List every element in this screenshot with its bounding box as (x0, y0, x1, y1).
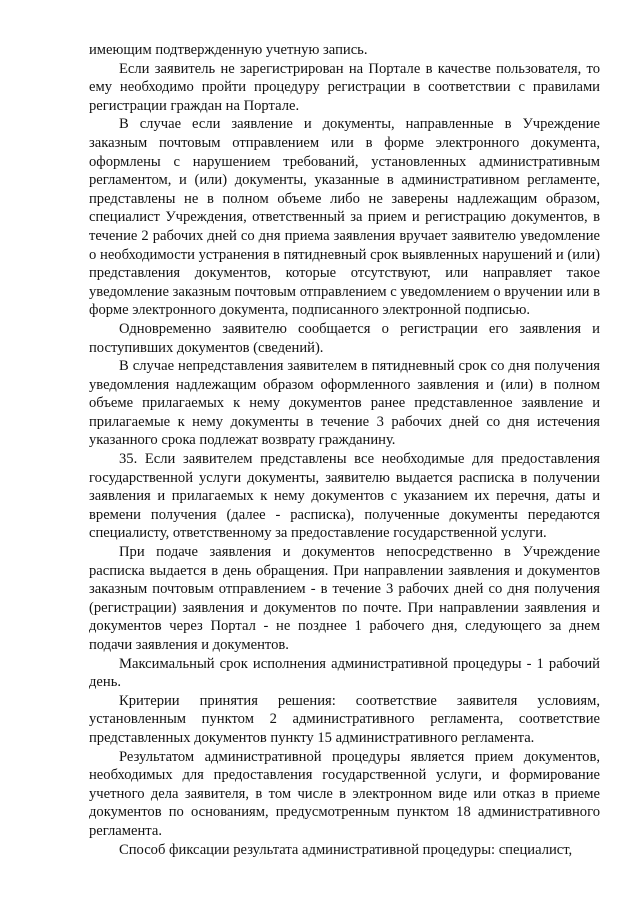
paragraph-return: В случае непредставления заявителем в пятидневный срок со дня получения уведомления надлежащим образом оформленного заявления и (или) в полном объеме прилагаемых к нему документов ранее представленное заявление и прилагаемые к нему документы в течение 3 рабочих дней со дня истечения указанного срока подлежат возврату гражданину. (89, 358, 600, 449)
paragraph-receipt-terms: При подаче заявления и документов непосредственно в Учреждение расписка выдается в день обращения. При направлении заявления и документов заказным почтовым отправлением - в течение 3 рабочих дней со дня получения (регистрации) заявления и документов по почте. При направлении заявления и документов через Портал - не позднее 1 рабочего дня, следующего за днем подачи заявления и документов. (89, 544, 600, 653)
document-body (89, 41, 600, 859)
paragraph-fixation: Способ фиксации результата административной процедуры: специалист, (119, 841, 573, 858)
paragraph-violations: В случае если заявление и документы, направленные в Учреждение заказным почтовым отправлением или в форме электронного документа, оформлены с нарушением требований, установленных административным регламентом, и (или) документы, указанные в административном регламенте, представлены не в полном объеме либо не заверены надлежащим образом, специалист Учреждения, ответственный за прием и регистрацию документов, в течение 2 рабочих дней со дня приема заявления вручает заявителю уведомление о необходимости устранения в пятидневный срок выявленных нарушений и (или) представления документов, которые отсутствуют, или направляет такое уведомление заказным почтовым отправлением с уведомлением о вручении или в форме электронного документа, подписанного электронной подписью. (89, 116, 600, 319)
paragraph-max-term: Максимальный срок исполнения административной процедуры - 1 рабочий день. (89, 655, 600, 691)
paragraph-criteria: Критерии принятия решения: соответствие заявителя условиям, установленным пунктом 2 административного регламента, соответствие представленных документов пункту 15 административного регламента. (89, 692, 600, 746)
paragraph-registration: Если заявитель не зарегистрирован на Портале в качестве пользователя, то ему необходимо пройти процедуру регистрации в соответствии с правилами регистрации граждан на Портале. (89, 60, 600, 114)
paragraph-result: Результатом административной процедуры является прием документов, необходимых для предоставления государственной услуги, и формирование учетного дела заявителя, в том числе в электронном виде или отказ в приеме документов по основаниям, предусмотренным пунктом 18 административного регламента. (89, 748, 600, 839)
paragraph-continuation: имеющим подтвержденную учетную запись. (89, 42, 368, 58)
paragraph-notification: Одновременно заявителю сообщается о регистрации его заявления и поступивших документов (сведений). (89, 320, 600, 356)
paragraph-receipt: 35. Если заявителем представлены все необходимые для предоставления государственной услуги документы, заявителю выдается расписка в получении заявления и прилагаемых к нему документов с указанием их перечня, даты и времени получения (далее - расписка), полученные документы передаются специалисту, ответственному за предоставление государственной услуги. (89, 451, 600, 542)
